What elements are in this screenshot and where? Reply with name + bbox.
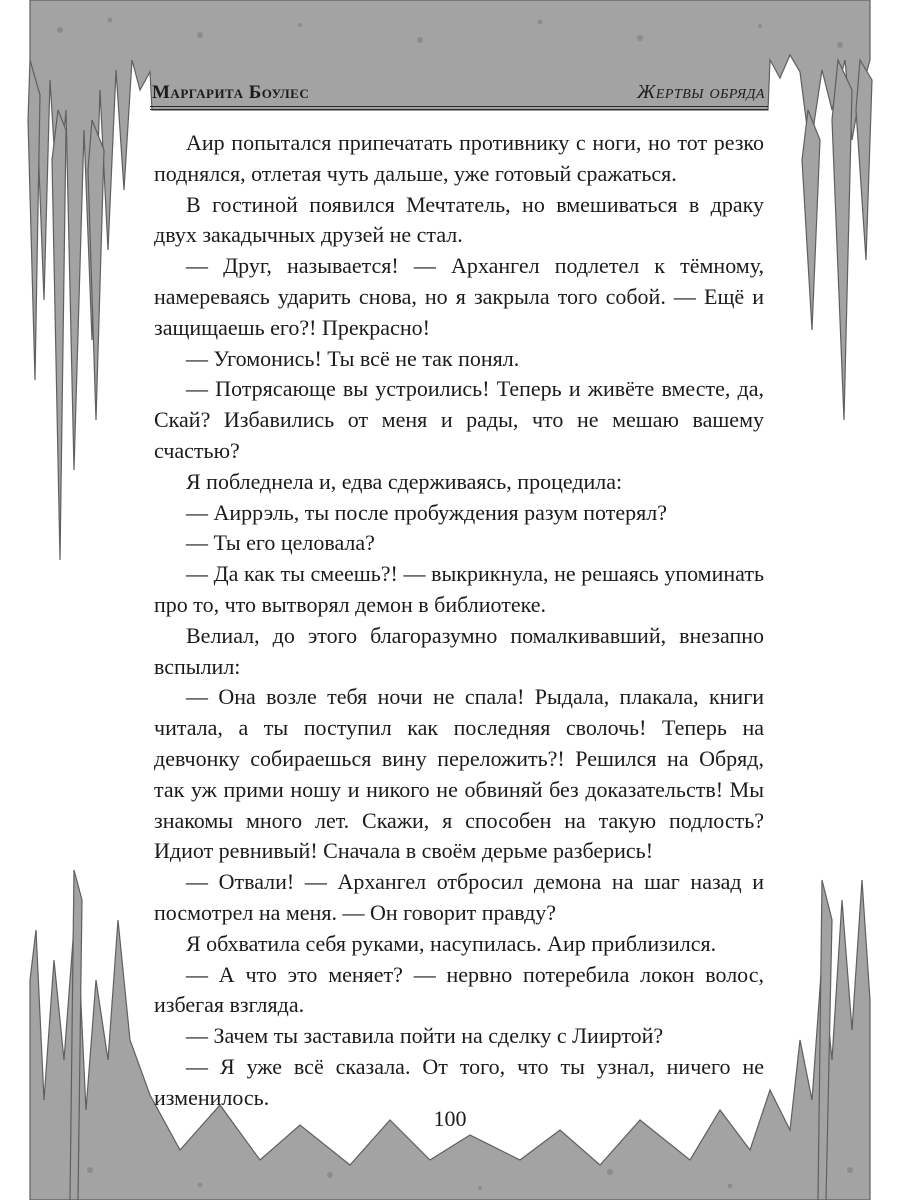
paragraph: — Зачем ты заставила пойти на сделку с Лииртой? [186, 1023, 664, 1049]
body-text [154, 128, 764, 1114]
paragraph: Я побледнела и, едва сдерживаясь, процедила: [186, 468, 623, 494]
running-head-title: Жертвы обряда [637, 81, 765, 103]
paragraph: — Я уже всё сказала. От того, что ты узнал, ничего не изменилось. [154, 1053, 764, 1110]
paragraph: — Аиррэль, ты после пробуждения разум потерял? [186, 499, 668, 525]
left-icicle-group [28, 60, 40, 380]
paragraph: — Потрясающе вы устроились! Теперь и живёте вместе, да, Скай? Избавились от меня и рады, что не мешаю вашему счастью? [154, 376, 764, 463]
paragraph: — Да как ты смеешь?! — выкрикнула, не решаясь упоминать про то, что вытворял демон в библиотеке. [154, 561, 764, 617]
paragraph: В гостиной появился Мечтатель, но вмешиваться в драку двух закадычных друзей не стал. [154, 191, 764, 248]
paragraph: Аир попытался припечатать противнику с ноги, но тот резко поднялся, отлетая чуть дальше, уже готовый сражаться. [154, 130, 764, 186]
paragraph: — Друг, называется! — Архангел подлетел к тёмному, намереваясь ударить снова, но я закрыла того собой. — Ещё и защищаешь его?! Прекрасно! [154, 253, 764, 340]
header-rule [150, 106, 768, 107]
running-head-author: Маргарита Боулес [152, 82, 310, 103]
header-rule-thin [150, 109, 768, 110]
paragraph: — Она возле тебя ночи не спала! Рыдала, плакала, книги читала, а ты поступил как последняя сволочь! Теперь на девчонку собираешься вину переложить?! Решился на Обряд, так уж прими ношу и никого не обвиняй без доказательств! Мы знакомы много лет. Скажи, я способен на такую подлость? Идиот ревнивый! Сначала в своём дерьме разберись! [154, 684, 764, 864]
right-short-icicle [856, 60, 872, 260]
paragraph: Велиал, до этого благоразумно помалкивавший, внезапно вспылил: [154, 622, 764, 679]
paragraph: Я обхватила себя руками, насупилась. Аир приблизился. [186, 930, 717, 956]
right-long-icicle [832, 60, 852, 420]
paragraph: — А что это меняет? — нервно потеребила локон волос, избегая взгляда. [154, 961, 764, 1018]
paragraph: — Ты его целовала? [186, 530, 375, 556]
paragraph: — Угомонись! Ты всё не так понял. [186, 345, 520, 371]
left-long-icicle [52, 110, 66, 560]
page-number: 100 [433, 1106, 467, 1131]
running-header [152, 78, 765, 106]
right-mid-icicle [802, 110, 820, 330]
paragraph: — Отвали! — Архангел отбросил демона на шаг назад и посмотрел на меня. — Он говорит правду? [154, 869, 764, 925]
